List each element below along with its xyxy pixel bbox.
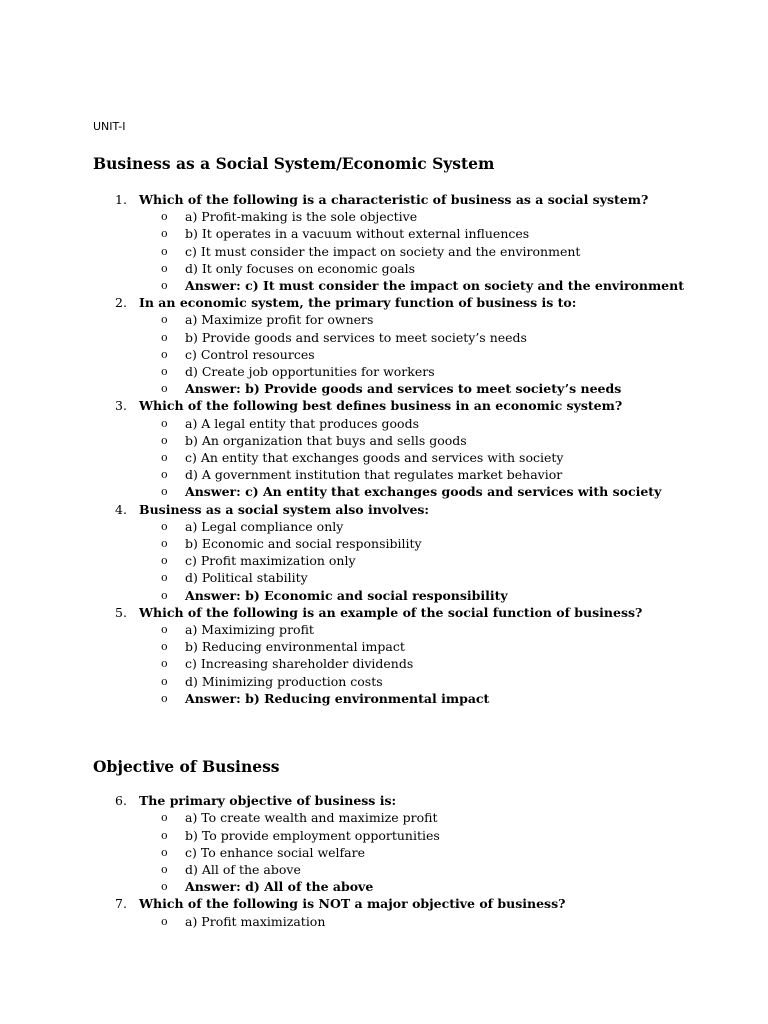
bullet-icon: o bbox=[161, 571, 168, 585]
question-number: 1. bbox=[115, 192, 127, 207]
option-text: a) A legal entity that produces goods bbox=[185, 415, 419, 431]
bullet-icon: o bbox=[161, 811, 168, 825]
option-item bbox=[93, 655, 713, 672]
answer-text: Answer: b) Reducing environmental impact bbox=[185, 690, 490, 706]
option-text: b) Reducing environmental impact bbox=[185, 639, 405, 655]
bullet-icon: o bbox=[161, 279, 168, 293]
option-item bbox=[93, 208, 713, 225]
option-text: b) It operates in a vacuum without external influences bbox=[185, 226, 530, 242]
bullet-icon: o bbox=[161, 485, 168, 499]
question-item bbox=[93, 294, 713, 311]
document-page bbox=[93, 119, 713, 930]
answer-item bbox=[93, 690, 713, 707]
question-item bbox=[93, 397, 713, 414]
question-text: The primary objective of business is: bbox=[139, 793, 397, 809]
option-text: d) Create job opportunities for workers bbox=[185, 364, 435, 380]
answer-text: Answer: b) Provide goods and services to meet society’s needs bbox=[185, 381, 622, 397]
bullet-icon: o bbox=[161, 261, 168, 275]
question-number: 4. bbox=[115, 501, 127, 517]
option-item bbox=[93, 861, 713, 878]
unit-label: UNIT-I bbox=[93, 120, 126, 133]
bullet-icon: o bbox=[161, 554, 168, 568]
option-item bbox=[93, 535, 713, 552]
option-item bbox=[93, 569, 713, 586]
answer-text: Answer: c) It must consider the impact on society and the environment bbox=[185, 278, 684, 294]
option-item bbox=[93, 225, 713, 242]
option-item bbox=[93, 827, 713, 844]
bullet-icon: o bbox=[161, 416, 168, 430]
option-item bbox=[93, 621, 713, 638]
answer-item bbox=[93, 878, 713, 895]
option-text: c) Increasing shareholder dividends bbox=[185, 656, 414, 672]
option-text: b) Economic and social responsibility bbox=[185, 536, 422, 552]
bullet-icon: o bbox=[161, 365, 168, 379]
bullet-icon: o bbox=[161, 880, 168, 894]
option-item bbox=[93, 466, 713, 483]
option-item bbox=[93, 809, 713, 826]
question-text: Which of the following is NOT a major objective of business? bbox=[139, 896, 566, 912]
option-text: a) Legal compliance only bbox=[185, 518, 344, 534]
option-text: a) To create wealth and maximize profit bbox=[185, 810, 438, 826]
option-text: a) Profit maximization bbox=[185, 913, 326, 929]
bullet-icon: o bbox=[161, 862, 168, 876]
option-text: b) To provide employment opportunities bbox=[185, 827, 440, 843]
bullet-icon: o bbox=[161, 451, 168, 465]
option-item bbox=[93, 346, 713, 363]
section-title: Objective of Business bbox=[93, 757, 280, 777]
question-text: Which of the following is a characteristic of business as a social system? bbox=[139, 192, 649, 207]
bullet-icon: o bbox=[161, 313, 168, 327]
option-text: a) Maximizing profit bbox=[185, 622, 314, 638]
question-number: 5. bbox=[115, 604, 127, 620]
option-item bbox=[93, 432, 713, 449]
question-list bbox=[93, 792, 713, 930]
answer-text: Answer: b) Economic and social responsibility bbox=[185, 587, 508, 603]
option-item bbox=[93, 243, 713, 260]
bullet-icon: o bbox=[161, 674, 168, 688]
bullet-icon: o bbox=[161, 227, 168, 241]
question-text: In an economic system, the primary function of business is to: bbox=[139, 295, 577, 311]
question-item bbox=[93, 792, 713, 809]
option-text: c) To enhance social welfare bbox=[185, 844, 365, 860]
option-text: a) Profit-making is the sole objective bbox=[185, 209, 418, 225]
bullet-icon: o bbox=[161, 914, 168, 928]
option-text: d) A government institution that regulates market behavior bbox=[185, 467, 563, 483]
bullet-icon: o bbox=[161, 640, 168, 654]
option-text: c) Control resources bbox=[185, 346, 315, 362]
answer-item bbox=[93, 587, 713, 604]
option-item bbox=[93, 311, 713, 328]
option-item bbox=[93, 518, 713, 535]
bullet-icon: o bbox=[161, 244, 168, 258]
question-item bbox=[93, 501, 713, 518]
bullet-icon: o bbox=[161, 210, 168, 224]
option-text: d) Minimizing production costs bbox=[185, 673, 383, 689]
answer-item bbox=[93, 483, 713, 500]
option-item bbox=[93, 329, 713, 346]
option-text: d) It only focuses on economic goals bbox=[185, 260, 416, 276]
bullet-icon: o bbox=[161, 691, 168, 705]
option-text: c) Profit maximization only bbox=[185, 553, 356, 569]
question-item bbox=[93, 895, 713, 912]
answer-text: Answer: c) An entity that exchanges goods and services with society bbox=[185, 484, 662, 500]
bullet-icon: o bbox=[161, 382, 168, 396]
bullet-icon: o bbox=[161, 468, 168, 482]
question-item bbox=[93, 191, 713, 208]
answer-item bbox=[93, 380, 713, 397]
bullet-icon: o bbox=[161, 588, 168, 602]
question-number: 3. bbox=[115, 398, 127, 414]
bullet-icon: o bbox=[161, 330, 168, 344]
question-number: 6. bbox=[115, 793, 127, 809]
bullet-icon: o bbox=[161, 519, 168, 533]
option-item bbox=[93, 363, 713, 380]
option-item bbox=[93, 673, 713, 690]
option-text: a) Maximize profit for owners bbox=[185, 312, 374, 328]
option-item bbox=[93, 638, 713, 655]
option-item bbox=[93, 844, 713, 861]
question-number: 7. bbox=[115, 896, 127, 912]
answer-text: Answer: d) All of the above bbox=[185, 879, 374, 895]
option-text: c) It must consider the impact on society and the environment bbox=[185, 243, 581, 259]
option-text: c) An entity that exchanges goods and services with society bbox=[185, 450, 564, 466]
question-text: Business as a social system also involves: bbox=[139, 501, 430, 517]
question-item bbox=[93, 604, 713, 621]
answer-item bbox=[93, 277, 713, 294]
question-text: Which of the following is an example of the social function of business? bbox=[139, 604, 643, 620]
bullet-icon: o bbox=[161, 347, 168, 361]
option-text: d) All of the above bbox=[185, 861, 301, 877]
option-item bbox=[93, 260, 713, 277]
bullet-icon: o bbox=[161, 433, 168, 447]
question-number: 2. bbox=[115, 295, 127, 311]
bullet-icon: o bbox=[161, 828, 168, 842]
bullet-icon: o bbox=[161, 657, 168, 671]
bullet-icon: o bbox=[161, 537, 168, 551]
option-item bbox=[93, 415, 713, 432]
question-text: Which of the following best defines business in an economic system? bbox=[139, 398, 623, 414]
option-item bbox=[93, 552, 713, 569]
bullet-icon: o bbox=[161, 623, 168, 637]
option-text: b) An organization that buys and sells goods bbox=[185, 432, 467, 448]
bullet-icon: o bbox=[161, 845, 168, 859]
question-list bbox=[93, 191, 713, 707]
option-text: d) Political stability bbox=[185, 570, 308, 586]
section-title: Business as a Social System/Economic System bbox=[93, 154, 495, 173]
option-item bbox=[93, 913, 713, 930]
option-item bbox=[93, 449, 713, 466]
option-text: b) Provide goods and services to meet society’s needs bbox=[185, 329, 527, 345]
